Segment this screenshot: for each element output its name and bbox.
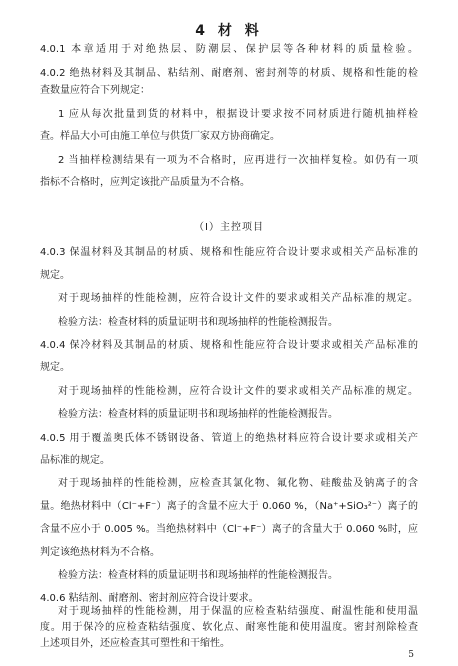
body-line: 量。绝热材料中（Cl⁻+F⁻）离子的含量不应大于 0.060 %，（Na⁺+SiO₃²⁻）离子的 [40,501,418,512]
body-line: 对于现场抽样的性能检测，应检查其氯化物、氟化物、硅酸盐及钠离子的含 [58,478,418,489]
clause-4-0-5-line: 品标准的规定。 [40,455,110,466]
body-line: 检验方法：检查材料的质量证明书和现场抽样的性能检测报告。 [58,317,338,328]
body-line: 对于现场抽样的性能检测，应符合设计文件的要求或相关产品标准的规定。 [58,293,418,304]
item-1-line: 1 应从每次批量到货的材料中，根据设计要求按不同材质进行随机抽样检 [58,109,418,120]
body-line: 检验方法：检查材料的质量证明书和现场抽样的性能检测报告。 [58,570,338,581]
item-2-line: 指标不合格时，应判定该批产品质量为不合格。 [40,177,250,188]
clause-4-0-4-line: 4.0.4 保冷材料及其制品的材质、规格和性能应符合设计要求或相关产品标准的 [40,340,418,351]
body-line: 判定该绝热材料为不合格。 [40,547,160,558]
clause-4-0-3-line: 规定。 [40,270,70,281]
clause-4-0-1: 4.0.1 本章适用于对绝热层、防潮层、保护层等各种材料的质量检验。 [40,44,418,55]
clause-4-0-2-line: 查数量应符合下列规定： [40,85,150,96]
page-number: 5 [408,650,414,660]
chapter-title: 4 材 料 [195,23,263,39]
body-line: 检验方法：检查材料的质量证明书和现场抽样的性能检测报告。 [58,409,338,420]
body-line: 度。用于保冷的应检查粘结强度、软化点、耐寒性能和使用温度。密封剂除检查 [40,622,418,633]
clause-4-0-4-line: 规定。 [40,362,70,373]
item-2-line: 2 当抽样检测结果有一项为不合格时，应再进行一次抽样复检。如仍有一项 [58,155,418,166]
section-heading: （Ⅰ）主控项目 [194,222,264,233]
clause-4-0-2-line: 4.0.2 绝热材料及其制品、粘结剂、耐磨剂、密封剂等的材质、规格和性能的检 [40,68,418,79]
body-line: 上述项目外，还应检查其可塑性和干缩性。 [40,638,230,649]
item-1-line: 查。样品大小可由施工单位与供货厂家双方协商确定。 [40,131,280,142]
clause-4-0-6-line: 4.0.6 粘结剂、耐磨剂、密封剂应符合设计要求。 [40,593,259,604]
body-line: 对于现场抽样的性能检测，用于保温的应检查粘结强度、耐温性能和使用温 [58,606,418,617]
body-line: 含量不应小于 0.005 %。当绝热材料中（Cl⁻+F⁻）离子的含量大于 0.060 %时，应 [40,524,418,535]
clause-4-0-3-line: 4.0.3 保温材料及其制品的材质、规格和性能应符合设计要求或相关产品标准的 [40,247,418,258]
clause-4-0-5-line: 4.0.5 用于覆盖奥氏体不锈钢设备、管道上的绝热材料应符合设计要求或相关产 [40,433,418,444]
body-line: 对于现场抽样的性能检测，应符合设计文件的要求或相关产品标准的规定。 [58,386,418,397]
